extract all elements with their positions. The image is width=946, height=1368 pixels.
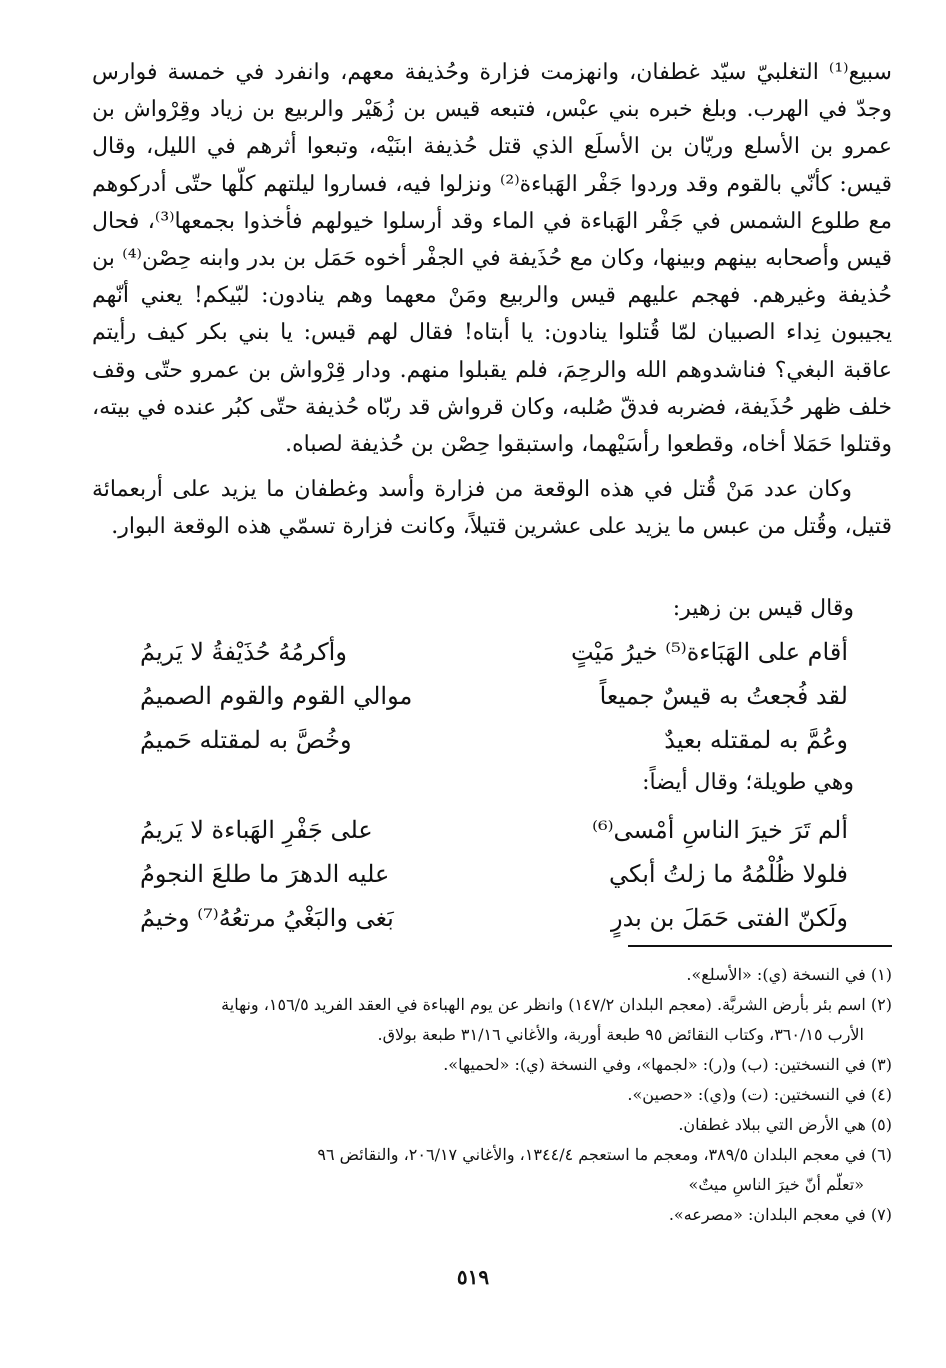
footnote-number: (٣) — [870, 1055, 892, 1074]
poem-1 — [140, 630, 848, 762]
verse-first-hemistich: ولَكنّ الفتى حَمَلَ بن بدرٍ — [610, 904, 848, 932]
verse-first-hemistich: ألم تَرَ خيرَ الناسِ أمْسى⁽⁶⁾ — [592, 816, 848, 844]
footnote-number: (٧) — [870, 1205, 892, 1224]
footnotes — [92, 960, 892, 1230]
poem-2-intro: وهي طويلة؛ وقال أيضاً: — [642, 770, 854, 795]
footnote — [92, 1110, 892, 1140]
verse — [140, 630, 848, 674]
footnote-text: هي الأرض التي ببلاد غطفان. — [678, 1115, 866, 1134]
verse-second-hemistich: موالي القوم والقوم الصميمُ — [140, 682, 413, 710]
footnote-number: (٦) — [870, 1145, 892, 1164]
paragraph-1: سبيع⁽¹⁾ التغلبيّ سيّد غطفان، وانهزمت فزارة وحُذيفة معهم، وانفرد في خمسة فوارس وجدّ في الهرب. وبلغ خبره بني عبْس، فتبعه قيس بن زُهَيْر والربيع بن زياد وقِرْواش بن عمرو بن الأسلع وريّان بن الأسلَع الذي قتل حُذيفة ابنَيْه، وتبعوا أثرهم في الليل، وقال قيس: كأنّي بالقوم وقد وردوا جَفْر الهَباءة⁽²⁾ ونزلوا فيه، فساروا ليلتهم كلّها حتّى أدركوهم مع طلوع الشمس في جَفْر الهَباءة في الماء وقد أرسلوا خيولهم فأخذوا بجمعها⁽³⁾، فحال قيس وأصحابه بينهم وبينها، وكان مع حُذَيفة في الجفْر أخوه حَمَل بن بدر وابنه حِصْن⁽⁴⁾ بن حُذيفة وغيرهم. فهجم عليهم قيس والربيع ومَنْ معهما وهم ينادون: لبّيكم! يعني أنّهم يجيبون نِداء الصبيان لمّا قُتلوا ينادون: يا أبتاه! فقال لهم قيس: يا بني بكر كيف رأيتم عاقبة البغي؟ فناشدوهم الله والرحِمَ، فلم يقبلوا منهم. ودار قِرْواش بن عمرو حتّى وقف خلف ظهر حُذَيفة، فضربه فدقّ صُلبه، وكان قرواش قد ربّاه حُذيفة حتّى كبُر عنده في بيته، وقتلوا حَمَلا أخاه، وقطعوا رأسَيْهما، واستبقوا حِصْن بن حُذيفة لصباه. — [92, 60, 893, 458]
footnote — [92, 960, 892, 990]
footnote-number: (٥) — [870, 1115, 892, 1134]
footnote-number: (١) — [870, 965, 892, 984]
verse-second-hemistich: وخُصَّ به لمقتله حَميمُ — [140, 726, 352, 754]
verse-first-hemistich: فلولا ظُلْمُهُ ما زلتُ أبكي — [608, 860, 848, 888]
verse-second-hemistich: على جَفْرِ الهَباءة لا يَريمُ — [140, 816, 373, 844]
main-text — [92, 54, 892, 546]
verse-second-hemistich: وأكرمُهُ حُذَيْفةُ لا يَريمُ — [140, 638, 347, 666]
verse-first-hemistich: وعُمَّ به لمقتله بعيدٌ — [664, 726, 848, 754]
verse-first-hemistich: لقد فُجعتُ به قيسٌ جميعاً — [599, 682, 848, 710]
footnote-number: (٢) — [870, 995, 892, 1014]
footnote-separator — [628, 945, 892, 947]
verse — [140, 718, 848, 762]
footnote — [92, 990, 892, 1050]
paragraph-2: وكان عدد مَنْ قُتل في هذه الوقعة من فزارة وأسد وغطفان ما يزيد على أربعمائة قتيل، وقُتل من عبس ما يزيد على عشرين قتيلاً، وكانت فزارة تسمّي هذه الوقعة البوار. — [92, 477, 892, 540]
verse — [140, 808, 848, 852]
footnote-continuation: «تعلّم أنّ خيرَ الناسِ ميتٌ» — [688, 1175, 864, 1194]
footnote-text: في النسخة (ي): «الأسلع». — [686, 965, 866, 984]
poem-1-intro: وقال قيس بن زهير: — [672, 596, 854, 621]
footnote-text: في النسختين: (ت) و(ي): «حصين». — [627, 1085, 866, 1104]
footnote-text: اسم بئر بأرض الشربَّة. (معجم البلدان ١٤٧/٢) وانظر عن يوم الهباءة في العقد الفريد ١٥٦/٥، ونهاية — [221, 995, 866, 1014]
verse — [140, 852, 848, 896]
footnote — [92, 1080, 892, 1110]
footnote-text: في النسختين: (ب) و(ر): «لجمها»، وفي النسخة (ي): «لحميها». — [443, 1055, 866, 1074]
footnote-text: في معجم البلدان: «مصرعه». — [668, 1205, 866, 1224]
footnote — [92, 1140, 892, 1200]
verse-second-hemistich: عليه الدهرَ ما طلعَ النجومُ — [140, 860, 390, 888]
poem-2 — [140, 808, 848, 940]
footnote — [92, 1200, 892, 1230]
footnote-text: في معجم البلدان ٣٨٩/٥، ومعجم ما استعجم ١٣٤٤/٤، والأغاني ٢٠٦/١٧، والنقائض ٩٦ — [317, 1145, 866, 1164]
verse — [140, 674, 848, 718]
page-number: ٥١٩ — [456, 1265, 490, 1289]
footnote-continuation: الأرب ٣٦٠/١٥، وكتاب النقائض ٩٥ طبعة أوربة، والأغاني ٣١/١٦ طبعة بولاق. — [377, 1025, 864, 1044]
verse-first-hemistich: أقام على الهَبَاءة⁽⁵⁾ خيرُ مَيْتٍ — [571, 638, 848, 666]
verse-second-hemistich: بَغى والبَغْيُ مرتعُهُ⁽⁷⁾ وخيمُ — [140, 904, 394, 932]
footnote-number: (٤) — [870, 1085, 892, 1104]
footnote — [92, 1050, 892, 1080]
verse — [140, 896, 848, 940]
